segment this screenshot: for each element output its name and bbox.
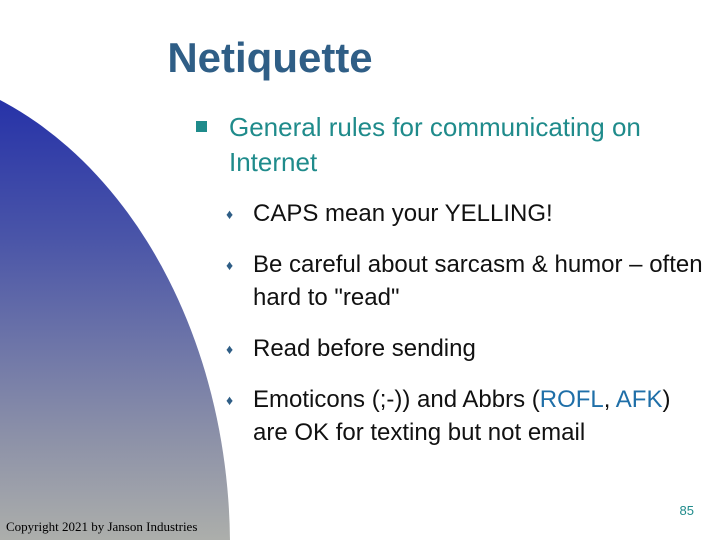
sub-bullet-emoticons [225,383,706,449]
main-bullet [196,110,706,180]
abbreviation-afk: AFK [615,386,663,413]
slide-content [196,110,706,467]
diamond-bullet-icon: ♦ [226,206,234,222]
diamond-bullet-icon: ♦ [226,257,234,273]
sub-bullet-text [253,386,670,446]
main-bullet-text: General rules for communicating on Internet [229,112,641,177]
diamond-bullet-icon: ♦ [226,341,234,357]
sub-bullet-read-before-sending [225,332,706,365]
sub-bullet-sarcasm [225,248,706,314]
slide-title: Netiquette [167,34,373,81]
sub-bullet-text: Be careful about sarcasm & humor – often hard to "read" [253,251,703,311]
sub-bullet-text-part: ) are OK for texting but not email [253,386,671,446]
page-number: 85 [679,503,694,518]
abbreviation-rofl: ROFL [539,386,604,413]
sub-bullet-list [225,197,706,449]
sub-bullet-text-part: , [603,386,616,413]
sub-bullet-text: Read before sending [253,335,476,362]
copyright-footer: Copyright 2021 by Janson Industries [6,519,198,534]
square-bullet-icon [196,121,207,132]
sub-bullet-text-part: Emoticons (;-)) and Abbrs ( [253,386,540,413]
diamond-bullet-icon: ♦ [226,392,234,408]
sub-bullet-text: CAPS mean your YELLING! [253,200,553,227]
sub-bullet-caps [225,197,706,230]
